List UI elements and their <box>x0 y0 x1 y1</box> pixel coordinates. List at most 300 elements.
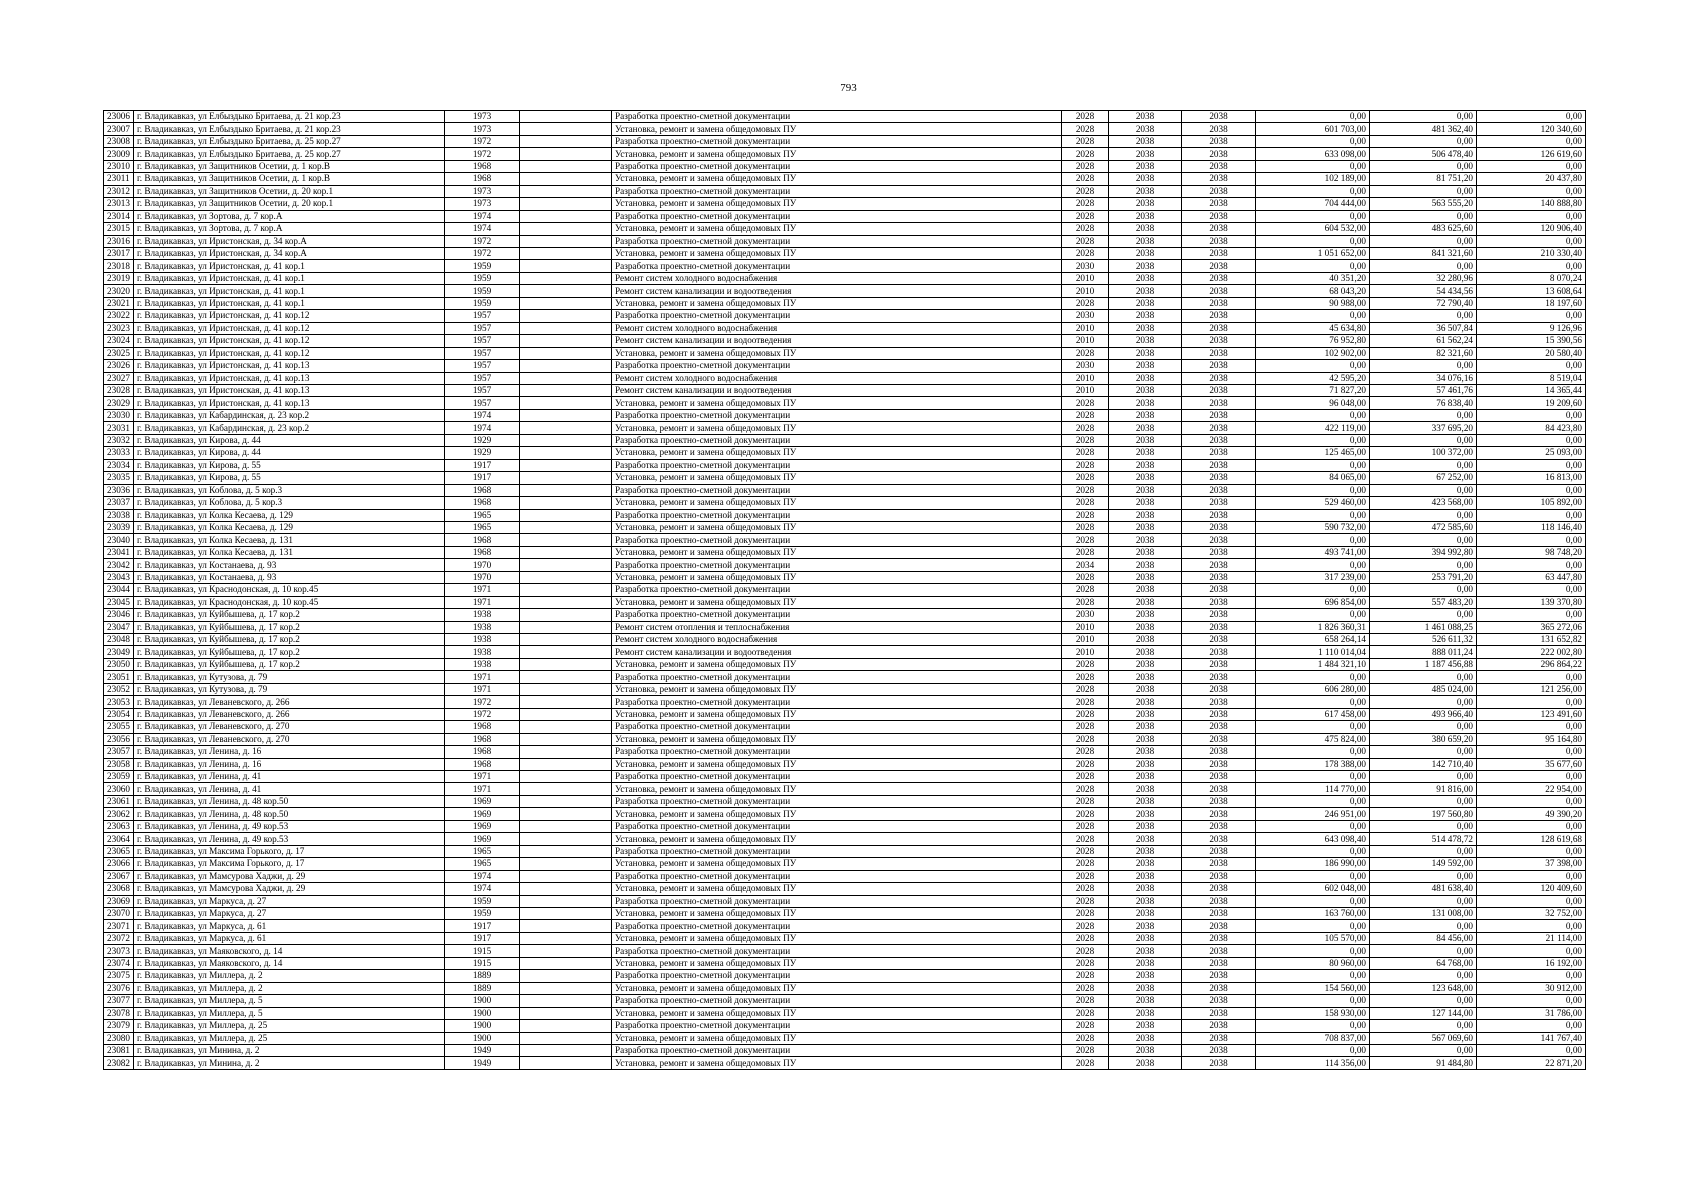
cost-share-b: 0,00 <box>1477 609 1586 621</box>
empty-cell <box>520 1020 612 1032</box>
planned-year: 2010 <box>1062 272 1109 284</box>
cost-share-a: 485 024,00 <box>1370 683 1477 695</box>
total-cost: 1 826 360,31 <box>1256 621 1370 633</box>
empty-cell <box>520 310 612 322</box>
cost-share-b: 0,00 <box>1477 845 1586 857</box>
table-row <box>104 820 1586 832</box>
total-cost: 617 458,00 <box>1256 708 1370 720</box>
total-cost: 102 189,00 <box>1256 173 1370 185</box>
work-type: Ремонт систем отопления и теплоснабжения <box>612 621 1062 633</box>
empty-cell <box>520 135 612 147</box>
record-number: 23073 <box>104 945 134 957</box>
planned-year: 2028 <box>1062 1044 1109 1056</box>
period-year-a: 2038 <box>1109 422 1182 434</box>
cost-share-a: 0,00 <box>1370 995 1477 1007</box>
period-year-b: 2038 <box>1182 459 1256 471</box>
period-year-a: 2038 <box>1109 384 1182 396</box>
cost-share-b: 32 752,00 <box>1477 908 1586 920</box>
work-type: Разработка проектно-сметной документации <box>612 135 1062 147</box>
period-year-b: 2038 <box>1182 683 1256 695</box>
planned-year: 2028 <box>1062 733 1109 745</box>
period-year-a: 2038 <box>1109 559 1182 571</box>
table-row <box>104 422 1586 434</box>
record-number: 23053 <box>104 696 134 708</box>
period-year-a: 2038 <box>1109 434 1182 446</box>
period-year-a: 2038 <box>1109 795 1182 807</box>
empty-cell <box>520 808 612 820</box>
period-year-b: 2038 <box>1182 409 1256 421</box>
table-row <box>104 534 1586 546</box>
empty-cell <box>520 858 612 870</box>
building-address: г. Владикавказ, ул Коблова, д. 5 кор.3 <box>134 484 445 496</box>
cost-share-a: 394 992,80 <box>1370 546 1477 558</box>
period-year-b: 2038 <box>1182 111 1256 123</box>
period-year-b: 2038 <box>1182 397 1256 409</box>
record-number: 23026 <box>104 360 134 372</box>
work-type: Разработка проектно-сметной документации <box>612 310 1062 322</box>
building-address: г. Владикавказ, ул Иристонская, д. 41 кор.12 <box>134 335 445 347</box>
construction-year: 1929 <box>445 434 520 446</box>
empty-cell <box>520 509 612 521</box>
period-year-b: 2038 <box>1182 671 1256 683</box>
total-cost: 0,00 <box>1256 895 1370 907</box>
work-type: Установка, ремонт и замена общедомовых ПУ <box>612 198 1062 210</box>
table-row <box>104 447 1586 459</box>
table-row <box>104 434 1586 446</box>
total-cost: 0,00 <box>1256 970 1370 982</box>
cost-share-b: 15 390,56 <box>1477 335 1586 347</box>
work-type: Установка, ремонт и замена общедомовых ПУ <box>612 1057 1062 1069</box>
building-address: г. Владикавказ, ул Елбыздыко Бритаева, д. 21 кор.23 <box>134 111 445 123</box>
table-row <box>104 509 1586 521</box>
construction-year: 1974 <box>445 870 520 882</box>
period-year-a: 2038 <box>1109 1020 1182 1032</box>
table-row <box>104 397 1586 409</box>
building-address: г. Владикавказ, ул Елбыздыко Бритаева, д. 21 кор.23 <box>134 123 445 135</box>
building-address: г. Владикавказ, ул Ленина, д. 49 кор.53 <box>134 820 445 832</box>
table-row <box>104 957 1586 969</box>
empty-cell <box>520 347 612 359</box>
construction-year: 1971 <box>445 683 520 695</box>
cost-share-b: 0,00 <box>1477 696 1586 708</box>
table-row <box>104 384 1586 396</box>
work-type: Установка, ремонт и замена общедомовых ПУ <box>612 808 1062 820</box>
period-year-a: 2038 <box>1109 945 1182 957</box>
cost-share-a: 64 768,00 <box>1370 957 1477 969</box>
period-year-a: 2038 <box>1109 609 1182 621</box>
building-address: г. Владикавказ, ул Кирова, д. 44 <box>134 434 445 446</box>
cost-share-b: 22 954,00 <box>1477 783 1586 795</box>
record-number: 23019 <box>104 272 134 284</box>
cost-share-b: 0,00 <box>1477 409 1586 421</box>
construction-year: 1968 <box>445 546 520 558</box>
work-type: Разработка проектно-сметной документации <box>612 534 1062 546</box>
construction-year: 1968 <box>445 746 520 758</box>
table-row <box>104 372 1586 384</box>
table-row <box>104 833 1586 845</box>
construction-year: 1971 <box>445 671 520 683</box>
cost-share-b: 31 786,00 <box>1477 1007 1586 1019</box>
cost-share-a: 34 076,16 <box>1370 372 1477 384</box>
table-row <box>104 596 1586 608</box>
construction-year: 1938 <box>445 634 520 646</box>
construction-year: 1974 <box>445 223 520 235</box>
construction-year: 1915 <box>445 945 520 957</box>
cost-share-b: 8 070,24 <box>1477 272 1586 284</box>
empty-cell <box>520 795 612 807</box>
cost-share-b: 118 146,40 <box>1477 521 1586 533</box>
period-year-a: 2038 <box>1109 472 1182 484</box>
period-year-b: 2038 <box>1182 982 1256 994</box>
total-cost: 186 990,00 <box>1256 858 1370 870</box>
construction-year: 1900 <box>445 995 520 1007</box>
period-year-a: 2038 <box>1109 920 1182 932</box>
empty-cell <box>520 820 612 832</box>
total-cost: 68 043,20 <box>1256 285 1370 297</box>
table-row <box>104 696 1586 708</box>
empty-cell <box>520 459 612 471</box>
cost-share-b: 8 519,04 <box>1477 372 1586 384</box>
cost-share-a: 0,00 <box>1370 210 1477 222</box>
record-number: 23049 <box>104 646 134 658</box>
construction-year: 1949 <box>445 1057 520 1069</box>
cost-share-a: 57 461,76 <box>1370 384 1477 396</box>
period-year-b: 2038 <box>1182 1007 1256 1019</box>
cost-share-b: 0,00 <box>1477 584 1586 596</box>
building-address: г. Владикавказ, ул Защитников Осетии, д. 20 кор.1 <box>134 198 445 210</box>
empty-cell <box>520 671 612 683</box>
planned-year: 2028 <box>1062 484 1109 496</box>
table-row <box>104 721 1586 733</box>
construction-year: 1968 <box>445 173 520 185</box>
period-year-b: 2038 <box>1182 497 1256 509</box>
period-year-a: 2038 <box>1109 571 1182 583</box>
empty-cell <box>520 297 612 309</box>
period-year-a: 2038 <box>1109 1057 1182 1069</box>
record-number: 23068 <box>104 883 134 895</box>
table-row <box>104 932 1586 944</box>
construction-year: 1957 <box>445 322 520 334</box>
planned-year: 2028 <box>1062 509 1109 521</box>
record-number: 23034 <box>104 459 134 471</box>
period-year-a: 2038 <box>1109 908 1182 920</box>
building-address: г. Владикавказ, ул Иристонская, д. 41 кор.1 <box>134 260 445 272</box>
empty-cell <box>520 198 612 210</box>
record-number: 23062 <box>104 808 134 820</box>
work-type: Разработка проектно-сметной документации <box>612 210 1062 222</box>
table-row <box>104 683 1586 695</box>
work-type: Разработка проектно-сметной документации <box>612 995 1062 1007</box>
planned-year: 2028 <box>1062 173 1109 185</box>
planned-year: 2010 <box>1062 322 1109 334</box>
work-type: Разработка проектно-сметной документации <box>612 721 1062 733</box>
building-address: г. Владикавказ, ул Ленина, д. 41 <box>134 783 445 795</box>
empty-cell <box>520 895 612 907</box>
cost-share-b: 0,00 <box>1477 920 1586 932</box>
construction-year: 1938 <box>445 609 520 621</box>
record-number: 23063 <box>104 820 134 832</box>
cost-share-a: 0,00 <box>1370 185 1477 197</box>
building-address: г. Владикавказ, ул Колка Кесаева, д. 131 <box>134 546 445 558</box>
cost-share-a: 0,00 <box>1370 845 1477 857</box>
planned-year: 2028 <box>1062 995 1109 1007</box>
period-year-b: 2038 <box>1182 360 1256 372</box>
record-number: 23070 <box>104 908 134 920</box>
construction-year: 1972 <box>445 247 520 259</box>
construction-year: 1968 <box>445 484 520 496</box>
table-row <box>104 658 1586 670</box>
planned-year: 2028 <box>1062 497 1109 509</box>
total-cost: 0,00 <box>1256 559 1370 571</box>
cost-share-b: 95 164,80 <box>1477 733 1586 745</box>
cost-share-b: 0,00 <box>1477 870 1586 882</box>
period-year-b: 2038 <box>1182 160 1256 172</box>
period-year-a: 2038 <box>1109 123 1182 135</box>
planned-year: 2028 <box>1062 721 1109 733</box>
record-number: 23031 <box>104 422 134 434</box>
planned-year: 2028 <box>1062 534 1109 546</box>
record-number: 23058 <box>104 758 134 770</box>
cost-share-b: 139 370,80 <box>1477 596 1586 608</box>
table-row <box>104 546 1586 558</box>
cost-share-b: 141 767,40 <box>1477 1032 1586 1044</box>
cost-share-a: 91 816,00 <box>1370 783 1477 795</box>
table-row <box>104 920 1586 932</box>
planned-year: 2028 <box>1062 459 1109 471</box>
period-year-b: 2038 <box>1182 621 1256 633</box>
record-number: 23042 <box>104 559 134 571</box>
work-type: Установка, ремонт и замена общедомовых ПУ <box>612 148 1062 160</box>
table-row <box>104 223 1586 235</box>
cost-share-a: 0,00 <box>1370 920 1477 932</box>
record-number: 23072 <box>104 932 134 944</box>
cost-share-b: 21 114,00 <box>1477 932 1586 944</box>
work-type: Ремонт систем канализации и водоотведения <box>612 384 1062 396</box>
cost-share-b: 105 892,00 <box>1477 497 1586 509</box>
planned-year: 2028 <box>1062 185 1109 197</box>
total-cost: 0,00 <box>1256 111 1370 123</box>
period-year-a: 2038 <box>1109 297 1182 309</box>
table-row <box>104 260 1586 272</box>
work-type: Разработка проектно-сметной документации <box>612 459 1062 471</box>
record-number: 23048 <box>104 634 134 646</box>
table-row <box>104 1044 1586 1056</box>
building-address: г. Владикавказ, ул Елбыздыко Бритаева, д. 25 кор.27 <box>134 135 445 147</box>
empty-cell <box>520 658 612 670</box>
table-row <box>104 783 1586 795</box>
construction-year: 1968 <box>445 733 520 745</box>
cost-share-a: 0,00 <box>1370 360 1477 372</box>
building-address: г. Владикавказ, ул Защитников Осетии, д. 1 кор.В <box>134 160 445 172</box>
total-cost: 0,00 <box>1256 995 1370 1007</box>
table-row <box>104 746 1586 758</box>
cost-share-a: 67 252,00 <box>1370 472 1477 484</box>
work-type: Разработка проектно-сметной документации <box>612 945 1062 957</box>
work-type: Разработка проектно-сметной документации <box>612 235 1062 247</box>
total-cost: 0,00 <box>1256 1044 1370 1056</box>
cost-share-b: 120 906,40 <box>1477 223 1586 235</box>
cost-share-a: 0,00 <box>1370 1020 1477 1032</box>
table-row <box>104 160 1586 172</box>
work-type: Разработка проектно-сметной документации <box>612 360 1062 372</box>
empty-cell <box>520 322 612 334</box>
total-cost: 102 902,00 <box>1256 347 1370 359</box>
planned-year: 2028 <box>1062 708 1109 720</box>
record-number: 23050 <box>104 658 134 670</box>
work-type: Ремонт систем канализации и водоотведения <box>612 335 1062 347</box>
cost-share-a: 149 592,00 <box>1370 858 1477 870</box>
period-year-b: 2038 <box>1182 795 1256 807</box>
building-address: г. Владикавказ, ул Максима Горького, д. 17 <box>134 858 445 870</box>
construction-year: 1971 <box>445 771 520 783</box>
planned-year: 2028 <box>1062 571 1109 583</box>
construction-year: 1968 <box>445 758 520 770</box>
cost-share-a: 0,00 <box>1370 696 1477 708</box>
record-number: 23043 <box>104 571 134 583</box>
construction-year: 1938 <box>445 658 520 670</box>
cost-share-b: 20 437,80 <box>1477 173 1586 185</box>
period-year-a: 2038 <box>1109 509 1182 521</box>
cost-share-a: 526 611,32 <box>1370 634 1477 646</box>
building-address: г. Владикавказ, ул Куйбышева, д. 17 кор.2 <box>134 609 445 621</box>
construction-year: 1965 <box>445 521 520 533</box>
table-row <box>104 497 1586 509</box>
cost-share-a: 0,00 <box>1370 795 1477 807</box>
period-year-a: 2038 <box>1109 459 1182 471</box>
cost-share-a: 0,00 <box>1370 484 1477 496</box>
empty-cell <box>520 970 612 982</box>
empty-cell <box>520 771 612 783</box>
building-address: г. Владикавказ, ул Ленина, д. 48 кор.50 <box>134 795 445 807</box>
building-address: г. Владикавказ, ул Ленина, д. 48 кор.50 <box>134 808 445 820</box>
empty-cell <box>520 982 612 994</box>
planned-year: 2028 <box>1062 235 1109 247</box>
total-cost: 1 110 014,04 <box>1256 646 1370 658</box>
planned-year: 2028 <box>1062 409 1109 421</box>
table-row <box>104 198 1586 210</box>
construction-year: 1969 <box>445 833 520 845</box>
cost-share-a: 36 507,84 <box>1370 322 1477 334</box>
planned-year: 2028 <box>1062 671 1109 683</box>
cost-share-a: 0,00 <box>1370 509 1477 521</box>
record-number: 23027 <box>104 372 134 384</box>
cost-share-a: 0,00 <box>1370 310 1477 322</box>
period-year-a: 2038 <box>1109 932 1182 944</box>
construction-year: 1965 <box>445 509 520 521</box>
building-address: г. Владикавказ, ул Ленина, д. 41 <box>134 771 445 783</box>
total-cost: 0,00 <box>1256 746 1370 758</box>
total-cost: 422 119,00 <box>1256 422 1370 434</box>
record-number: 23018 <box>104 260 134 272</box>
record-number: 23015 <box>104 223 134 235</box>
building-address: г. Владикавказ, ул Елбыздыко Бритаева, д. 25 кор.27 <box>134 148 445 160</box>
construction-year: 1900 <box>445 1020 520 1032</box>
period-year-a: 2038 <box>1109 621 1182 633</box>
empty-cell <box>520 584 612 596</box>
work-type: Разработка проектно-сметной документации <box>612 920 1062 932</box>
cost-share-a: 0,00 <box>1370 771 1477 783</box>
period-year-b: 2038 <box>1182 322 1256 334</box>
total-cost: 158 930,00 <box>1256 1007 1370 1019</box>
period-year-b: 2038 <box>1182 335 1256 347</box>
table-row <box>104 123 1586 135</box>
empty-cell <box>520 957 612 969</box>
record-number: 23076 <box>104 982 134 994</box>
cost-share-a: 81 751,20 <box>1370 173 1477 185</box>
period-year-b: 2038 <box>1182 808 1256 820</box>
period-year-a: 2038 <box>1109 895 1182 907</box>
total-cost: 0,00 <box>1256 135 1370 147</box>
total-cost: 0,00 <box>1256 185 1370 197</box>
planned-year: 2010 <box>1062 285 1109 297</box>
planned-year: 2034 <box>1062 559 1109 571</box>
cost-share-a: 0,00 <box>1370 534 1477 546</box>
cost-share-b: 84 423,80 <box>1477 422 1586 434</box>
period-year-a: 2038 <box>1109 372 1182 384</box>
planned-year: 2028 <box>1062 795 1109 807</box>
period-year-b: 2038 <box>1182 509 1256 521</box>
table-row <box>104 708 1586 720</box>
period-year-a: 2038 <box>1109 272 1182 284</box>
work-type: Установка, ремонт и замена общедомовых ПУ <box>612 173 1062 185</box>
table-row <box>104 297 1586 309</box>
period-year-a: 2038 <box>1109 820 1182 832</box>
period-year-b: 2038 <box>1182 310 1256 322</box>
total-cost: 45 634,80 <box>1256 322 1370 334</box>
planned-year: 2028 <box>1062 1020 1109 1032</box>
total-cost: 154 560,00 <box>1256 982 1370 994</box>
table-row <box>104 671 1586 683</box>
building-address: г. Владикавказ, ул Костанаева, д. 93 <box>134 559 445 571</box>
work-type: Установка, ремонт и замена общедомовых ПУ <box>612 571 1062 583</box>
cost-share-b: 0,00 <box>1477 995 1586 1007</box>
period-year-b: 2038 <box>1182 434 1256 446</box>
period-year-b: 2038 <box>1182 746 1256 758</box>
period-year-b: 2038 <box>1182 920 1256 932</box>
period-year-b: 2038 <box>1182 260 1256 272</box>
total-cost: 96 048,00 <box>1256 397 1370 409</box>
work-type: Установка, ремонт и замена общедомовых ПУ <box>612 297 1062 309</box>
work-type: Установка, ремонт и замена общедомовых ПУ <box>612 422 1062 434</box>
work-type: Установка, ремонт и замена общедомовых ПУ <box>612 708 1062 720</box>
table-row <box>104 621 1586 633</box>
empty-cell <box>520 372 612 384</box>
planned-year: 2028 <box>1062 858 1109 870</box>
construction-year: 1971 <box>445 783 520 795</box>
period-year-b: 2038 <box>1182 384 1256 396</box>
cost-share-a: 0,00 <box>1370 746 1477 758</box>
period-year-b: 2038 <box>1182 372 1256 384</box>
planned-year: 2028 <box>1062 135 1109 147</box>
construction-year: 1959 <box>445 297 520 309</box>
record-number: 23080 <box>104 1032 134 1044</box>
construction-year: 1972 <box>445 696 520 708</box>
empty-cell <box>520 422 612 434</box>
cost-share-b: 0,00 <box>1477 459 1586 471</box>
cost-share-a: 76 838,40 <box>1370 397 1477 409</box>
empty-cell <box>520 247 612 259</box>
planned-year: 2028 <box>1062 347 1109 359</box>
empty-cell <box>520 521 612 533</box>
total-cost: 0,00 <box>1256 696 1370 708</box>
building-address: г. Владикавказ, ул Иристонская, д. 34 кор.А <box>134 235 445 247</box>
empty-cell <box>520 360 612 372</box>
cost-share-b: 0,00 <box>1477 970 1586 982</box>
planned-year: 2010 <box>1062 646 1109 658</box>
planned-year: 2028 <box>1062 1032 1109 1044</box>
building-address: г. Владикавказ, ул Костанаева, д. 93 <box>134 571 445 583</box>
period-year-b: 2038 <box>1182 883 1256 895</box>
